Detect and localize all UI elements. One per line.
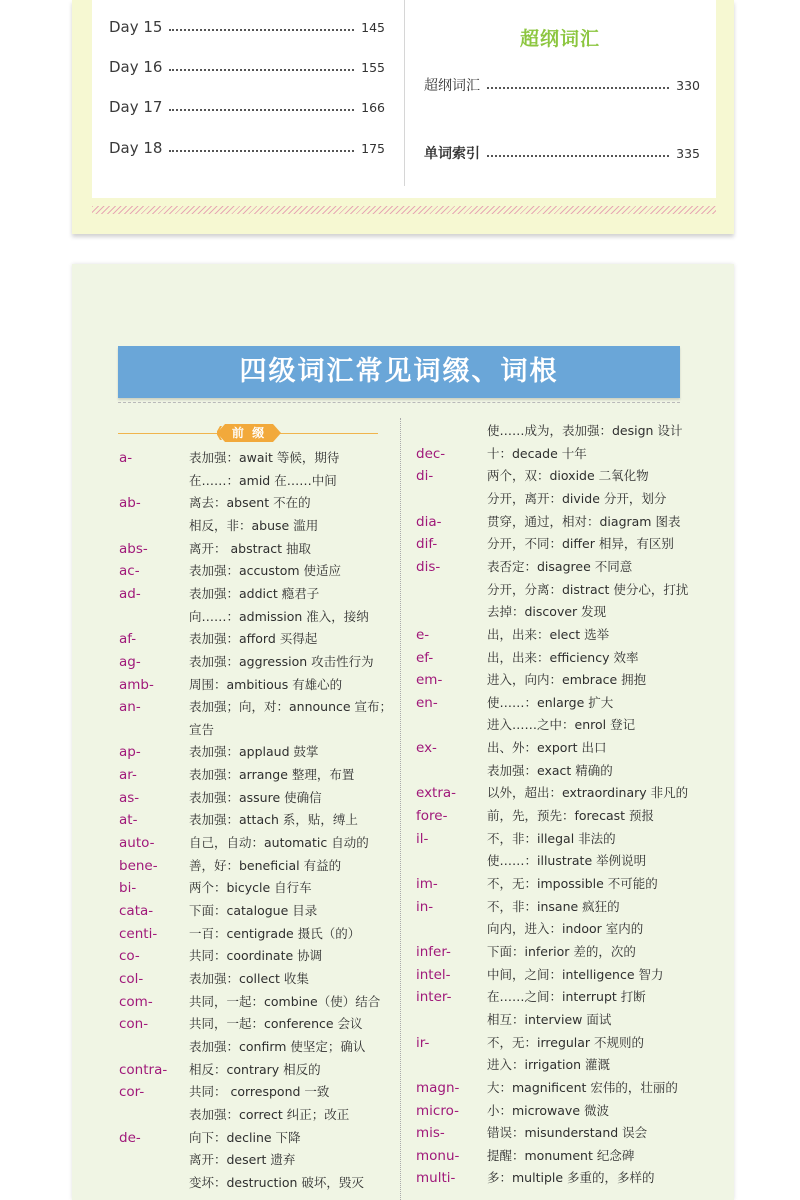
prefix-meaning: 出，出来：efficiency 效率 [487, 649, 639, 665]
prefix-term: in- [416, 898, 434, 915]
prefix-meaning: 分开，离开：divide 分开，划分 [487, 490, 667, 506]
prefix-term: ab- [119, 495, 141, 512]
prefix-meaning: 以外，超出：extraordinary 非凡的 [487, 785, 689, 801]
prefix-meaning: 进入……之中：enrol 登记 [487, 717, 636, 733]
prefix-meaning: 贯穿，通过，相对：diagram 图表 [487, 513, 681, 529]
prefix-term: amb- [119, 676, 154, 693]
toc-entry-day-17[interactable] [109, 95, 385, 119]
prefix-meaning: 共同，一起：conference 会议 [189, 1016, 363, 1032]
prefix-meaning: 向下：decline 下降 [189, 1129, 301, 1145]
prefix-meaning: 善，好：beneficial 有益的 [189, 857, 342, 873]
prefix-term: ar- [119, 767, 137, 784]
prefix-term: di- [416, 468, 434, 485]
prefix-meaning: 使……：illustrate 举例说明 [487, 853, 647, 869]
prefix-term: em- [416, 672, 443, 689]
prefix-term: as- [119, 789, 140, 806]
prefix-meaning: 表加强：aggression 攻击性行为 [189, 653, 374, 669]
toc-entry-word-index[interactable] [424, 141, 700, 165]
prefix-meaning: 提醒：monument 纪念碑 [487, 1147, 635, 1163]
toc-page-number: 145 [361, 19, 385, 35]
prefix-term: fore- [416, 808, 448, 825]
prefix-meaning: 去掉：discover 发现 [487, 604, 607, 620]
prefix-meaning: 表加强：attach 系，贴，缚上 [189, 812, 358, 828]
prefix-meaning: 自己，自动：automatic 自动的 [189, 835, 369, 851]
prefix-meaning: 分开，不同：differ 相异，有区别 [487, 536, 674, 552]
toc-page-number: 155 [361, 59, 385, 75]
prefix-term: af- [119, 631, 137, 648]
toc-page-number: 335 [676, 145, 700, 161]
prefix-meaning: 共同：coordinate 协调 [189, 948, 323, 964]
prefix-meaning: 多：multiple 多重的，多样的 [487, 1170, 655, 1186]
prefix-term: centi- [119, 925, 158, 942]
prefix-meaning: 进入，向内：embrace 拥抱 [487, 672, 647, 688]
dot-leader [169, 150, 354, 152]
prefix-term: il- [416, 830, 429, 847]
prefix-term: auto- [119, 835, 155, 852]
prefix-term: en- [416, 694, 438, 711]
prefix-term: monu- [416, 1147, 460, 1164]
prefix-meaning: 离开： abstract 抽取 [189, 540, 312, 556]
toc-entry-label: Day 15 [109, 18, 163, 36]
prefix-term: im- [416, 876, 438, 892]
toc-column-divider [404, 0, 405, 186]
prefix-term: cata- [119, 903, 154, 919]
prefix-meaning: 表加强：correct 纠正；改正 [189, 1106, 350, 1122]
prefix-meaning: 十：decade 十年 [487, 445, 587, 461]
prefix-meaning: 表加强：applaud 鼓掌 [189, 744, 319, 760]
prefix-term: an- [119, 699, 141, 716]
prefix-term: de- [119, 1129, 141, 1146]
prefix-meaning: 一百：centigrade 摄氏（的） [189, 925, 361, 941]
prefix-term: bi- [119, 880, 137, 897]
dot-leader [169, 69, 354, 71]
prefix-meaning: 表加强：arrange 整理，布置 [189, 767, 355, 783]
prefix-term: co- [119, 948, 140, 965]
prefix-term: at- [119, 812, 138, 829]
prefix-term: com- [119, 993, 153, 1010]
prefix-meaning: 离开：desert 遗弃 [189, 1152, 296, 1168]
prefix-term: magn- [416, 1079, 460, 1096]
prefix-meaning: 前，先，预先：forecast 预报 [487, 808, 655, 824]
prefix-meaning: 变坏：destruction 破坏，毁灭 [189, 1174, 364, 1190]
prefix-meaning: 大：magnificent 宏伟的，壮丽的 [487, 1079, 678, 1095]
prefix-meaning: 离去：absent 不在的 [189, 495, 311, 511]
prefix-meaning: 相互：interview 面试 [487, 1011, 612, 1027]
prefix-meaning: 进入：irrigation 灌溉 [487, 1057, 611, 1073]
prefix-meaning: 周围：ambitious 有雄心的 [189, 676, 343, 692]
prefix-term: col- [119, 970, 144, 987]
toc-entry-label: 单词索引 [424, 146, 480, 162]
prefix-meaning: 小：microwave 微波 [487, 1102, 609, 1118]
decorative-stripe [92, 206, 716, 214]
prefix-term: con- [119, 1016, 149, 1033]
prefix-meaning: 表加强：confirm 使坚定；确认 [189, 1038, 366, 1054]
prefix-meaning: 下面：catalogue 目录 [189, 903, 318, 918]
prefix-meaning: 表加强：accustom 使适应 [189, 563, 342, 579]
prefix-badge-label: 前 缀 [231, 426, 267, 440]
prefix-meaning: 中间，之间：intelligence 智力 [487, 966, 664, 982]
prefix-term: a- [119, 450, 133, 466]
prefix-meaning: 表加强：addict 瘾君子 [189, 585, 320, 601]
dot-leader [169, 29, 354, 31]
prefix-term: ef- [416, 649, 434, 666]
prefix-meaning: 向……：admission 准入，接纳 [189, 608, 369, 624]
prefix-meaning: 不，非：insane 疯狂的 [487, 898, 620, 914]
dot-leader [487, 87, 669, 89]
prefix-meaning: 出、外：export 出口 [487, 740, 607, 756]
toc-entry-day-18[interactable] [109, 136, 385, 160]
prefix-meaning: 共同： correspond 一致 [189, 1084, 330, 1100]
prefix-meaning: 表加强；向，对：announce 宣布； [189, 699, 393, 715]
toc-entry-label: Day 16 [109, 58, 163, 76]
prefix-term: intel- [416, 966, 451, 983]
prefix-meaning: 向内，进入：indoor 室内的 [487, 921, 644, 937]
prefix-meaning: 出，出来：elect 选举 [487, 626, 610, 642]
prefix-meaning: 表否定：disagree 不同意 [487, 558, 633, 574]
prefix-term: ap- [119, 744, 141, 761]
prefix-meaning: 表加强：exact 精确的 [487, 762, 613, 778]
prefix-meaning: 相反：contrary 相反的 [189, 1061, 321, 1077]
prefix-meaning: 两个：bicycle 自行车 [189, 880, 312, 896]
prefix-meaning: 两个，双：dioxide 二氧化物 [487, 468, 649, 484]
prefix-term: bene- [119, 857, 158, 874]
prefix-meaning: 表加强：await 等候，期待 [189, 450, 340, 465]
toc-entry-day-16[interactable] [109, 55, 385, 79]
prefix-term: mis- [416, 1125, 445, 1142]
prefix-meaning: 不，无：impossible 不可能的 [487, 876, 658, 891]
toc-entry-day-15[interactable] [109, 15, 385, 39]
prefix-term: contra- [119, 1061, 168, 1078]
prefix-badge [217, 424, 281, 442]
title-underline [118, 402, 680, 403]
prefix-meaning: 宣告 [189, 721, 215, 737]
prefix-term: ac- [119, 563, 140, 580]
prefix-meaning: 表加强：assure 使确信 [189, 789, 322, 805]
prefix-term: ag- [119, 653, 141, 670]
prefix-term: multi- [416, 1170, 456, 1187]
prefix-term: ad- [119, 585, 141, 602]
prefix-meaning: 使……：enlarge 扩大 [487, 694, 614, 710]
toc-page-number: 166 [361, 99, 385, 115]
prefix-term: extra- [416, 785, 457, 802]
toc-page-number: 330 [676, 77, 700, 93]
toc-section-heading: 超纲词汇 [519, 28, 600, 50]
prefix-term: dis- [416, 558, 441, 575]
prefix-meaning: 表加强：collect 收集 [189, 970, 309, 986]
toc-entry-label: 超纲词汇 [424, 78, 480, 94]
prefix-term: abs- [119, 540, 148, 557]
dot-leader [487, 155, 669, 157]
section-title: 四级词汇常见词缀、词根 [118, 346, 680, 398]
prefix-meaning: 共同，一起：combine（使）结合 [189, 993, 381, 1009]
toc-entry-label: Day 17 [109, 98, 163, 116]
prefix-meaning: 在……之间：interrupt 打断 [487, 989, 646, 1005]
column-divider [400, 418, 401, 1200]
prefix-meaning: 相反，非：abuse 滥用 [189, 517, 319, 533]
dot-leader [169, 109, 354, 111]
prefix-term: cor- [119, 1084, 145, 1101]
prefix-meaning: 不，无：irregular 不规则的 [487, 1034, 645, 1050]
prefix-meaning: 使……成为，表加强：design 设计 [487, 423, 683, 438]
prefix-meaning: 表加强：afford 买得起 [189, 631, 318, 647]
prefix-meaning: 在……：amid 在……中间 [189, 472, 337, 488]
prefix-term: e- [416, 626, 430, 643]
toc-entry-beyond-syllabus[interactable] [424, 73, 700, 97]
prefix-term: micro- [416, 1102, 459, 1119]
prefix-term: inter- [416, 989, 452, 1006]
prefix-term: ir- [416, 1034, 430, 1051]
prefix-meaning: 分开，分离：distract 使分心，打扰 [487, 581, 689, 597]
prefix-term: ex- [416, 740, 437, 757]
prefix-term: dif- [416, 536, 438, 553]
prefix-meaning: 下面：inferior 差的，次的 [487, 943, 636, 959]
prefix-term: dia- [416, 513, 442, 530]
prefix-term: infer- [416, 943, 451, 960]
prefix-meaning: 不，非：illegal 非法的 [487, 830, 616, 846]
prefix-meaning: 错误：misunderstand 误会 [487, 1125, 648, 1141]
toc-page-number: 175 [361, 140, 385, 156]
toc-entry-label: Day 18 [109, 139, 163, 157]
prefix-term: dec- [416, 445, 446, 462]
